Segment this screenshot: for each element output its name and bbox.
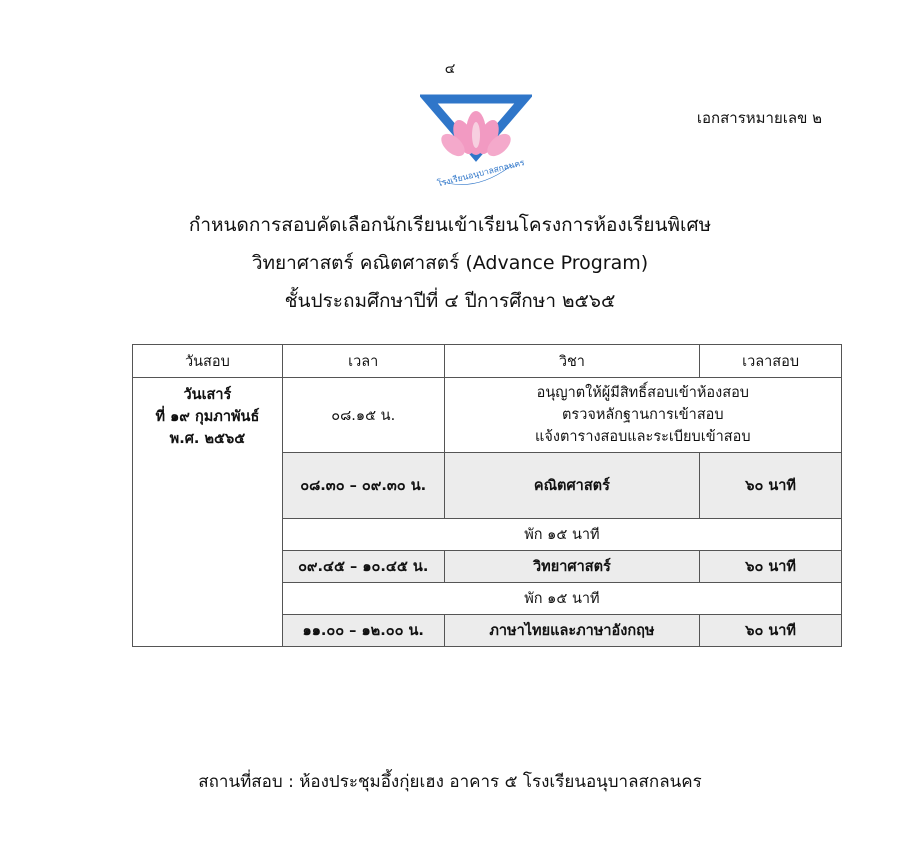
exam-schedule-table [132, 344, 842, 647]
title-line-1: กำหนดการสอบคัดเลือกนักเรียนเข้าเรียนโครงการห้องเรียนพิเศษ [188, 214, 712, 236]
exam-day-line-2: ที่ ๑๙ กุมภาพันธ์ [155, 409, 260, 425]
page-number: ๔ [444, 61, 456, 77]
header-time: เวลา [282, 345, 444, 378]
header-exam-day: วันสอบ [133, 345, 283, 378]
title-line-3: ชั้นประถมศึกษาปีที่ ๔ ปีการศึกษา ๒๕๖๕ [284, 290, 616, 312]
session-time: ๑๑.๐๐ – ๑๒.๐๐ น. [282, 615, 444, 647]
session-time: ๐๘.๓๐ – ๐๙.๓๐ น. [282, 453, 444, 519]
session-duration: ๖๐ นาที [700, 551, 842, 583]
checkin-time: ๐๘.๑๕ น. [282, 378, 444, 453]
session-subject: คณิตศาสตร์ [444, 453, 700, 519]
break-label: พัก ๑๕ นาที [282, 519, 841, 551]
break-label: พัก ๑๕ นาที [282, 583, 841, 615]
session-duration: ๖๐ นาที [700, 453, 842, 519]
checkin-details [444, 378, 841, 453]
exam-venue: สถานที่สอบ : ห้องประชุมอึ้งกุ่ยเฮง อาคาร ๕ โรงเรียนอนุบาลสกลนคร [198, 772, 702, 792]
checkin-line-3: แจ้งตารางสอบและระเบียบเข้าสอบ [535, 429, 751, 445]
document-reference: เอกสารหมายเลข ๒ [696, 109, 822, 127]
table-row-checkin [133, 378, 842, 453]
header-duration: เวลาสอบ [700, 345, 842, 378]
exam-day-cell [133, 378, 283, 647]
exam-day-line-3: พ.ศ. ๒๕๖๕ [169, 431, 246, 447]
header-subject: วิชา [444, 345, 700, 378]
session-time: ๐๙.๔๕ – ๑๐.๔๕ น. [282, 551, 444, 583]
title-block [0, 206, 900, 320]
session-subject: วิทยาศาสตร์ [444, 551, 700, 583]
school-logo-emblem [420, 93, 532, 189]
school-logo [420, 93, 532, 189]
logo-text: โรงเรียนอนุบาลสกลนคร [436, 158, 526, 189]
exam-day-line-1: วันเสาร์ [183, 387, 232, 403]
checkin-line-2: ตรวจหลักฐานการเข้าสอบ [561, 407, 724, 423]
session-duration: ๖๐ นาที [700, 615, 842, 647]
checkin-line-1: อนุญาตให้ผู้มีสิทธิ์สอบเข้าห้องสอบ [536, 385, 749, 401]
table-header-row [133, 345, 842, 378]
title-line-2: วิทยาศาสตร์ คณิตศาสตร์ (Advance Program) [251, 252, 649, 274]
session-subject: ภาษาไทยและภาษาอังกฤษ [444, 615, 700, 647]
